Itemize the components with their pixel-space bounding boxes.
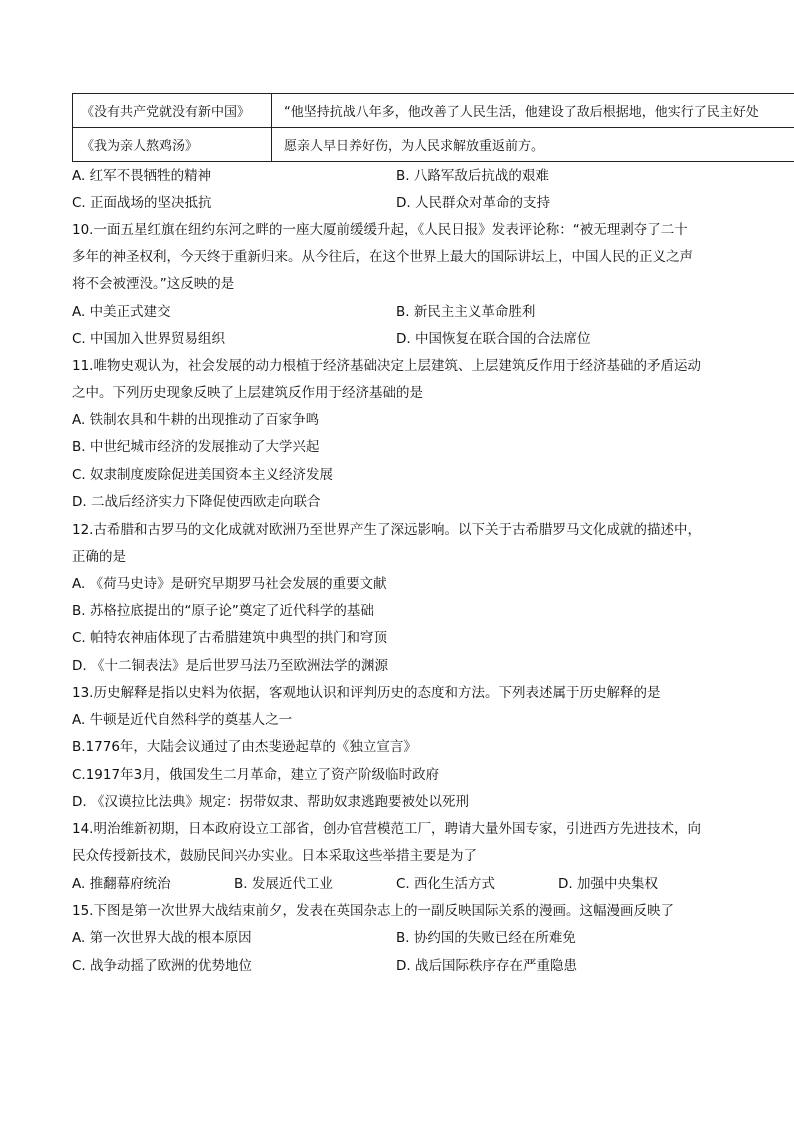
q13-option-c: C.1917年3月，俄国发生二月革命，建立了资产阶级临时政府 [72, 767, 440, 783]
q15-option-b: B. 协约国的失败已经在所难免 [396, 930, 576, 946]
q15-stem-line: 15.下图是第一次世界大战结束前夕，发表在英国杂志上的一副反映国际关系的漫画。这幅漫画反映了 [72, 903, 674, 919]
song-title-cell: 《我为亲人熬鸡汤》 [73, 128, 272, 162]
q13-option-a: A. 牛顿是近代自然科学的奠基人之一 [72, 712, 293, 728]
q14-option-c: C. 西化生活方式 [396, 876, 496, 892]
q11-option-a: A. 铁制农具和牛耕的出现推动了百家争鸣 [72, 412, 320, 428]
table-row [73, 128, 794, 162]
q14-option-b: B. 发展近代工业 [234, 876, 333, 892]
q14-stem-line: 14.明治维新初期，日本政府设立工部省，创办官营模范工厂，聘请大量外国专家，引进西方先进技术，向 [72, 821, 701, 837]
q13-option-b: B.1776年，大陆会议通过了由杰斐逊起草的《独立宣言》 [72, 739, 417, 755]
q10-option-d: D. 中国恢复在联合国的合法席位 [396, 331, 591, 347]
q12-stem-line: 12.古希腊和古罗马的文化成就对欧洲乃至世界产生了深远影响。以下关于古希腊罗马文化成就的描述中， [72, 522, 701, 538]
q10-stem-line: 10.一面五星红旗在纽约东河之畔的一座大厦前缓缓升起，《人民日报》发表评论称：“被无理剥夺了二十 [72, 222, 688, 238]
q10-option-b: B. 新民主主义革命胜利 [396, 304, 536, 320]
table-row [73, 94, 794, 128]
q10-option-a: A. 中美正式建交 [72, 304, 171, 320]
q12-option-a: A. 《荷马史诗》是研究早期罗马社会发展的重要文献 [72, 576, 387, 592]
q12-option-c: C. 帕特农神庙体现了古希腊建筑中典型的拱门和穹顶 [72, 630, 388, 646]
q9-option-b: B. 八路军敌后抗战的艰难 [396, 168, 549, 184]
q14-stem-line: 民众传授新技术，鼓励民间兴办实业。日本采取这些举措主要是为了 [72, 848, 477, 864]
q15-option-a: A. 第一次世界大战的根本原因 [72, 930, 252, 946]
song-content-cell: “他坚持抗战八年多，他改善了人民生活，他建设了敌后根据地，他实行了民主好处 [272, 94, 794, 128]
q15-option-c: C. 战争动摇了欧洲的优势地位 [72, 958, 253, 974]
q10-stem-line: 多年的神圣权利，今天终于重新归来。从今往后，在这个世界上最大的国际讲坛上，中国人民的正义之声 [72, 249, 693, 265]
song-table [72, 93, 794, 162]
q10-stem-line: 将不会被湮没。”这反映的是 [72, 276, 235, 292]
q9-option-d: D. 人民群众对革命的支持 [396, 195, 550, 211]
q13-stem-line: 13.历史解释是指以史料为依据，客观地认识和评判历史的态度和方法。下列表述属于历史解释的是 [72, 685, 661, 701]
q11-stem-line: 11.唯物史观认为，社会发展的动力根植于经济基础决定上层建筑、上层建筑反作用于经济基础的矛盾运动 [72, 358, 701, 374]
q9-option-a: A. 红军不畏牺牲的精神 [72, 168, 212, 184]
q9-option-c: C. 正面战场的坚决抵抗 [72, 195, 212, 211]
q12-option-d: D. 《十二铜表法》是后世罗马法乃至欧洲法学的渊源 [72, 658, 388, 674]
song-content-cell: 愿亲人早日养好伤，为人民求解放重返前方。 [272, 128, 794, 162]
song-title-cell: 《没有共产党就没有新中国》 [73, 94, 272, 128]
q15-option-d: D. 战后国际秩序存在严重隐患 [396, 958, 577, 974]
q11-stem-line: 之中。下列历史现象反映了上层建筑反作用于经济基础的是 [72, 385, 423, 401]
q12-stem-line: 正确的是 [72, 549, 126, 565]
q14-option-a: A. 推翻幕府统治 [72, 876, 171, 892]
q10-option-c: C. 中国加入世界贸易组织 [72, 331, 226, 347]
q13-option-d: D. 《汉谟拉比法典》规定：拐带奴隶、帮助奴隶逃跑要被处以死刑 [72, 794, 469, 810]
q11-option-b: B. 中世纪城市经济的发展推动了大学兴起 [72, 439, 320, 455]
q12-option-b: B. 苏格拉底提出的“原子论”奠定了近代科学的基础 [72, 603, 374, 619]
q11-option-c: C. 奴隶制度废除促进美国资本主义经济发展 [72, 467, 334, 483]
q14-option-d: D. 加强中央集权 [558, 876, 658, 892]
q11-option-d: D. 二战后经济实力下降促使西欧走向联合 [72, 494, 321, 510]
